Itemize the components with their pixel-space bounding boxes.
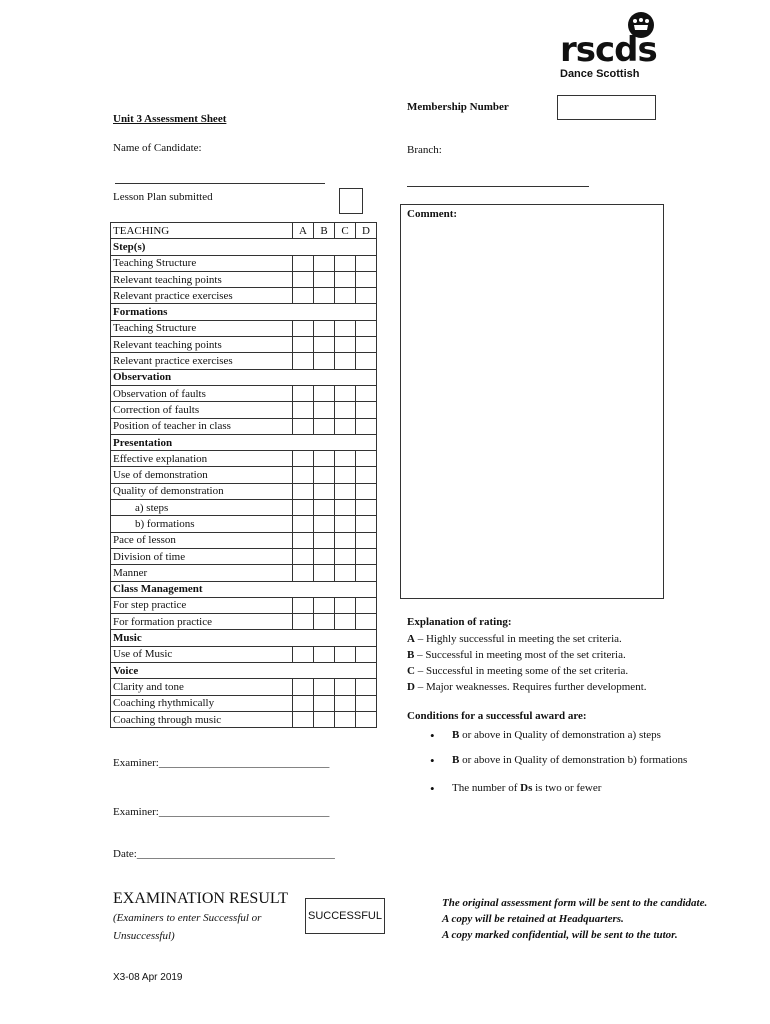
row-label: Relevant practice exercises: [111, 288, 293, 304]
rating-cell[interactable]: [293, 337, 314, 353]
row-label: Teaching Structure: [111, 320, 293, 336]
row-label: Presentation: [111, 434, 377, 450]
notice-line1: The original assessment form will be sent to the candidate.: [442, 897, 708, 909]
rating-cell[interactable]: [356, 532, 377, 548]
row-label: a) steps: [111, 500, 293, 516]
rating-cell[interactable]: [356, 500, 377, 516]
condition-text: [452, 754, 687, 766]
rating-cell[interactable]: [314, 402, 335, 418]
rating-cell[interactable]: [293, 711, 314, 727]
sheet-title: Unit 3 Assessment Sheet: [113, 113, 227, 125]
logo-wordmark: rscds: [560, 30, 657, 70]
table-row: [111, 320, 377, 336]
rating-cell[interactable]: [314, 255, 335, 271]
row-label: Class Management: [111, 581, 377, 597]
lesson-plan-label: Lesson Plan submitted: [113, 191, 213, 203]
row-label: Voice: [111, 663, 377, 679]
rating-cell[interactable]: [335, 614, 356, 630]
rating-cell[interactable]: [314, 532, 335, 548]
rating-cell[interactable]: [356, 288, 377, 304]
table-section-row: [111, 434, 377, 450]
rating-cell[interactable]: [314, 353, 335, 369]
rating-cell[interactable]: [314, 614, 335, 630]
row-label: Use of Music: [111, 646, 293, 662]
rating-cell[interactable]: [293, 353, 314, 369]
row-label: Effective explanation: [111, 451, 293, 467]
rating-grade: D: [407, 681, 415, 693]
examiner-2-line[interactable]: Examiner:_______________________________: [113, 806, 330, 818]
table-row: [111, 695, 377, 711]
condition-item: [430, 754, 687, 766]
rating-cell[interactable]: [356, 597, 377, 613]
table-section-row: [111, 304, 377, 320]
table-section-row: [111, 663, 377, 679]
row-label: Step(s): [111, 239, 377, 255]
row-label: Music: [111, 630, 377, 646]
row-label: Coaching rhythmically: [111, 695, 293, 711]
rating-cell[interactable]: [314, 516, 335, 532]
condition-bold: B: [452, 729, 460, 741]
rating-cell[interactable]: [314, 711, 335, 727]
result-title: EXAMINATION RESULT: [113, 890, 288, 907]
rating-cell[interactable]: [293, 320, 314, 336]
lesson-plan-checkbox[interactable]: [339, 188, 363, 214]
membership-number-field[interactable]: [557, 95, 656, 120]
rating-cell[interactable]: [314, 337, 335, 353]
result-field[interactable]: SUCCESSFUL: [305, 898, 385, 934]
rating-cell[interactable]: [356, 483, 377, 499]
rating-text: – Major weaknesses. Requires further development.: [414, 681, 647, 693]
teaching-table: [110, 222, 377, 728]
rating-cell[interactable]: [335, 483, 356, 499]
table-section-row: [111, 630, 377, 646]
rating-item: [407, 663, 647, 679]
rating-cell[interactable]: [293, 565, 314, 581]
table-section-row: [111, 581, 377, 597]
rating-cell[interactable]: [314, 679, 335, 695]
rating-cell[interactable]: [335, 337, 356, 353]
table-header-row: [111, 223, 377, 239]
table-row: [111, 353, 377, 369]
table-section-row: [111, 369, 377, 385]
comment-box[interactable]: [400, 204, 664, 599]
rating-cell[interactable]: [335, 353, 356, 369]
rating-text: – Highly successful in meeting the set criteria.: [414, 633, 622, 645]
table-row: [111, 451, 377, 467]
rating-text: – Successful in meeting some of the set criteria.: [414, 665, 629, 677]
table-section-row: [111, 239, 377, 255]
condition-rest: or above in Quality of demonstration b) formations: [459, 754, 688, 766]
table-row: [111, 711, 377, 727]
rating-list: [407, 631, 647, 695]
rating-title: Explanation of rating:: [407, 616, 512, 628]
rating-item: [407, 631, 647, 647]
table-row: [111, 467, 377, 483]
rating-cell[interactable]: [335, 320, 356, 336]
rating-cell[interactable]: [335, 418, 356, 434]
row-label: Position of teacher in class: [111, 418, 293, 434]
table-row: [111, 548, 377, 564]
table-row: [111, 532, 377, 548]
rating-cell[interactable]: [335, 271, 356, 287]
rating-cell[interactable]: [314, 451, 335, 467]
rating-item: [407, 647, 647, 663]
rating-cell[interactable]: [293, 288, 314, 304]
table-row: [111, 337, 377, 353]
table-header-label: TEACHING: [111, 223, 293, 239]
rating-column-a: A: [293, 223, 314, 239]
condition-item: [430, 782, 601, 794]
rating-cell[interactable]: [314, 500, 335, 516]
rating-cell[interactable]: [335, 532, 356, 548]
rating-cell[interactable]: [293, 255, 314, 271]
rating-cell[interactable]: [356, 418, 377, 434]
row-label: b) formations: [111, 516, 293, 532]
examiner-1-line[interactable]: Examiner:_______________________________: [113, 757, 330, 769]
rating-cell[interactable]: [293, 646, 314, 662]
table-row: [111, 500, 377, 516]
table-row: [111, 614, 377, 630]
rating-cell[interactable]: [314, 271, 335, 287]
rating-column-c: C: [335, 223, 356, 239]
rating-cell[interactable]: [356, 353, 377, 369]
row-label: Teaching Structure: [111, 255, 293, 271]
rating-cell[interactable]: [335, 711, 356, 727]
rating-cell[interactable]: [314, 548, 335, 564]
rating-cell[interactable]: [314, 418, 335, 434]
rating-cell[interactable]: [335, 695, 356, 711]
rating-cell[interactable]: [356, 337, 377, 353]
rating-cell[interactable]: [314, 385, 335, 401]
conditions-title: Conditions for a successful award are:: [407, 710, 587, 722]
rating-cell[interactable]: [356, 614, 377, 630]
rating-cell[interactable]: [335, 402, 356, 418]
rating-cell[interactable]: [314, 646, 335, 662]
membership-label: Membership Number: [407, 101, 509, 113]
rating-cell[interactable]: [314, 483, 335, 499]
rating-cell[interactable]: [293, 385, 314, 401]
rating-cell[interactable]: [314, 467, 335, 483]
row-label: Correction of faults: [111, 402, 293, 418]
notice-line2: A copy will be retained at Headquarters.: [442, 913, 624, 925]
condition-text: [452, 729, 661, 741]
rating-cell[interactable]: [356, 385, 377, 401]
rating-cell[interactable]: [293, 418, 314, 434]
rating-cell[interactable]: [335, 646, 356, 662]
table-row: [111, 271, 377, 287]
row-label: Quality of demonstration: [111, 483, 293, 499]
rating-cell[interactable]: [335, 565, 356, 581]
rating-cell[interactable]: [293, 679, 314, 695]
rating-cell[interactable]: [293, 271, 314, 287]
rating-grade: A: [407, 633, 415, 645]
row-label: Division of time: [111, 548, 293, 564]
candidate-name-line[interactable]: [115, 183, 325, 184]
table-row: [111, 385, 377, 401]
rating-cell[interactable]: [293, 532, 314, 548]
rating-column-d: D: [356, 223, 377, 239]
notice-line3: A copy marked confidential, will be sent to the tutor.: [442, 929, 678, 941]
table-row: [111, 516, 377, 532]
branch-label: Branch:: [407, 144, 442, 156]
rating-cell[interactable]: [356, 516, 377, 532]
rating-cell[interactable]: [356, 646, 377, 662]
row-label: Manner: [111, 565, 293, 581]
rating-cell[interactable]: [314, 597, 335, 613]
rating-cell[interactable]: [293, 402, 314, 418]
rating-cell[interactable]: [356, 565, 377, 581]
rating-cell[interactable]: [293, 695, 314, 711]
table-row: [111, 597, 377, 613]
rating-cell[interactable]: [293, 483, 314, 499]
rating-cell[interactable]: [356, 711, 377, 727]
rating-cell[interactable]: [356, 255, 377, 271]
rating-cell[interactable]: [335, 451, 356, 467]
table-row: [111, 255, 377, 271]
rating-cell[interactable]: [314, 565, 335, 581]
rating-cell[interactable]: [293, 500, 314, 516]
rating-grade: C: [407, 665, 415, 677]
rating-grade: B: [407, 649, 415, 661]
rating-cell[interactable]: [356, 320, 377, 336]
rating-cell[interactable]: [335, 288, 356, 304]
table-row: [111, 288, 377, 304]
rating-cell[interactable]: [356, 271, 377, 287]
rating-cell[interactable]: [356, 548, 377, 564]
condition-rest: is two or fewer: [532, 782, 602, 794]
rating-item: [407, 679, 647, 695]
row-label: Pace of lesson: [111, 532, 293, 548]
rating-cell[interactable]: [335, 467, 356, 483]
condition-text: [452, 782, 601, 794]
rating-cell[interactable]: [335, 679, 356, 695]
condition-pre: The number of: [452, 782, 521, 794]
rating-cell[interactable]: [335, 255, 356, 271]
rating-cell[interactable]: [335, 385, 356, 401]
rating-column-b: B: [314, 223, 335, 239]
rating-cell[interactable]: [356, 467, 377, 483]
row-label: Observation: [111, 369, 377, 385]
rscds-logo: [556, 12, 666, 80]
rating-cell[interactable]: [335, 597, 356, 613]
row-label: For step practice: [111, 597, 293, 613]
row-label: Use of demonstration: [111, 467, 293, 483]
rating-text: – Successful in meeting most of the set criteria.: [414, 649, 626, 661]
condition-bold: Ds: [520, 782, 533, 794]
table-row: [111, 402, 377, 418]
rating-cell[interactable]: [293, 467, 314, 483]
rating-cell[interactable]: [293, 516, 314, 532]
rating-cell[interactable]: [335, 500, 356, 516]
row-label: For formation practice: [111, 614, 293, 630]
rating-cell[interactable]: [314, 320, 335, 336]
comment-label: Comment:: [407, 208, 458, 220]
rating-cell[interactable]: [293, 614, 314, 630]
row-label: Coaching through music: [111, 711, 293, 727]
condition-bold: B: [452, 754, 460, 766]
rating-cell[interactable]: [356, 402, 377, 418]
rating-cell[interactable]: [314, 288, 335, 304]
result-note-line1: (Examiners to enter Successful or: [113, 912, 262, 924]
table-row: [111, 483, 377, 499]
rating-cell[interactable]: [335, 548, 356, 564]
logo-subtitle: Dance Scottish: [560, 68, 640, 80]
rating-cell[interactable]: [293, 548, 314, 564]
row-label: Relevant teaching points: [111, 271, 293, 287]
condition-item: [430, 729, 661, 741]
row-label: Formations: [111, 304, 377, 320]
rating-cell[interactable]: [293, 597, 314, 613]
row-label: Observation of faults: [111, 385, 293, 401]
table-row: [111, 679, 377, 695]
date-line[interactable]: Date:____________________________________: [113, 848, 335, 860]
row-label: Relevant practice exercises: [111, 353, 293, 369]
row-label: Clarity and tone: [111, 679, 293, 695]
rating-cell[interactable]: [356, 695, 377, 711]
row-label: Relevant teaching points: [111, 337, 293, 353]
form-code: X3-08 Apr 2019: [113, 972, 183, 983]
table-row: [111, 646, 377, 662]
rating-cell[interactable]: [356, 679, 377, 695]
condition-rest: or above in Quality of demonstration a) steps: [459, 729, 661, 741]
rating-cell[interactable]: [293, 451, 314, 467]
candidate-label: Name of Candidate:: [113, 142, 202, 154]
rating-cell[interactable]: [314, 695, 335, 711]
rating-cell[interactable]: [356, 451, 377, 467]
rating-cell[interactable]: [335, 516, 356, 532]
branch-line[interactable]: [407, 186, 589, 187]
table-row: [111, 565, 377, 581]
result-note-line2: Unsuccessful): [113, 930, 175, 942]
table-row: [111, 418, 377, 434]
